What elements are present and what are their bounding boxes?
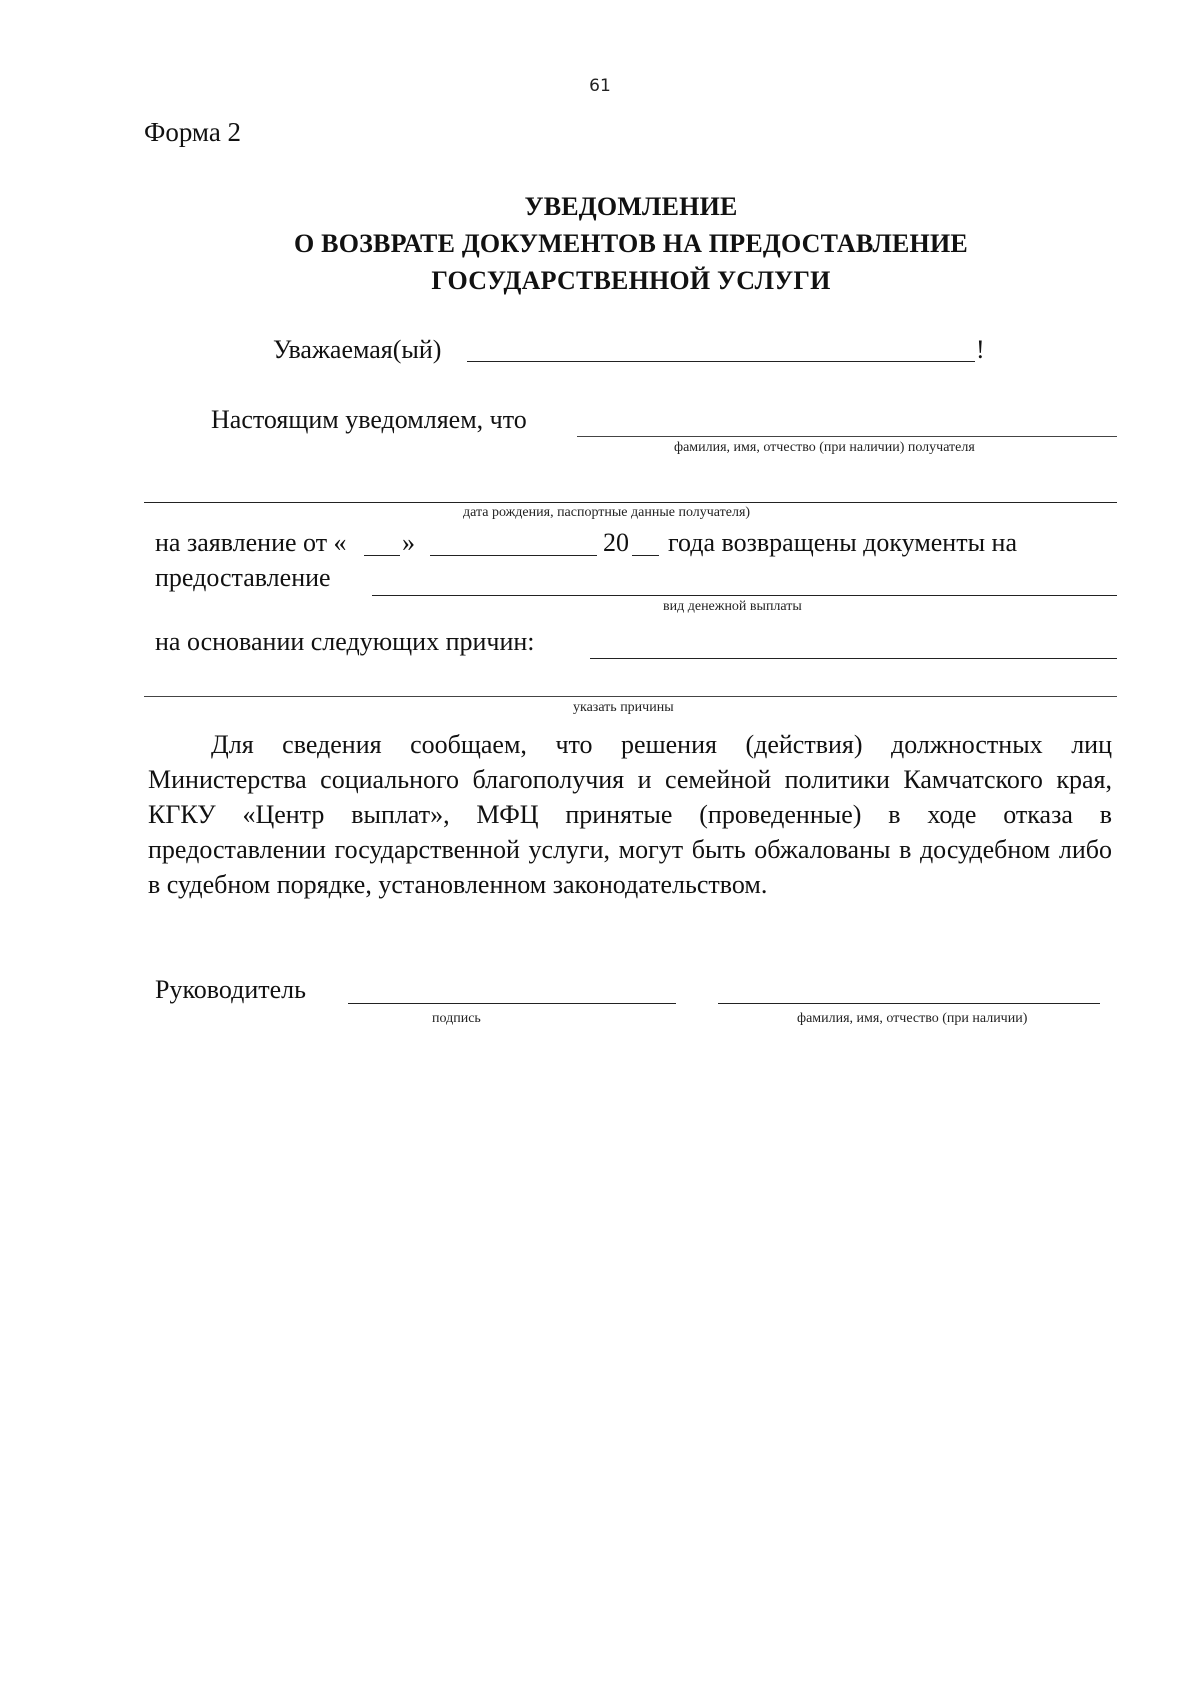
- signer-name-field-line[interactable]: [718, 1003, 1100, 1004]
- signature-label: Руководитель: [155, 975, 306, 1004]
- recipient-name-caption: фамилия, имя, отчество (при наличии) получателя: [674, 440, 975, 455]
- birth-passport-field-line[interactable]: [144, 502, 1117, 503]
- title-line-2: О ВОЗВРАТЕ ДОКУМЕНТОВ НА ПРЕДОСТАВЛЕНИЕ: [294, 229, 968, 258]
- provision-label: предоставление: [155, 563, 331, 592]
- title-line-3: ГОСУДАРСТВЕННОЙ УСЛУГИ: [431, 266, 831, 295]
- greeting-label: Уважаемая(ый): [273, 335, 442, 364]
- greeting-exclamation: !: [976, 335, 985, 364]
- reasons-field-line-2[interactable]: [144, 696, 1117, 697]
- application-year-prefix: 20: [603, 528, 629, 557]
- birth-passport-caption: дата рождения, паспортные данные получателя): [463, 505, 751, 520]
- document-title: [0, 188, 1200, 299]
- signature-field-line[interactable]: [348, 1003, 676, 1004]
- recipient-name-field-line[interactable]: [577, 436, 1117, 437]
- page-number: 61: [589, 76, 611, 96]
- payment-type-field-line[interactable]: [372, 595, 1117, 596]
- application-suffix: года возвращены документы на: [668, 528, 1018, 557]
- application-month-field-line[interactable]: [430, 555, 597, 556]
- title-line-1: УВЕДОМЛЕНИЕ: [524, 192, 738, 221]
- signature-caption: подпись: [432, 1011, 481, 1026]
- addressee-field-line[interactable]: [467, 361, 975, 362]
- notify-label: Настоящим уведомляем, что: [211, 405, 527, 434]
- reasons-caption: указать причины: [573, 700, 674, 715]
- reasons-label: на основании следующих причин:: [155, 627, 535, 656]
- reasons-field-line-1[interactable]: [590, 658, 1117, 659]
- application-year-field-line[interactable]: [632, 555, 659, 556]
- application-quote-close: »: [402, 528, 415, 557]
- application-prefix: на заявление от «: [155, 528, 347, 557]
- signer-name-caption: фамилия, имя, отчество (при наличии): [797, 1011, 1028, 1026]
- application-day-field-line[interactable]: [364, 555, 400, 556]
- form-label: Форма 2: [144, 117, 242, 147]
- payment-type-caption: вид денежной выплаты: [663, 599, 802, 614]
- notice-paragraph: Для сведения сообщаем, что решения (действия) должностных лиц Министерства социального благополучия и семейной политики Камчатского края, КГКУ «Центр выплат», МФЦ принятые (проведенные) в ходе отказа в предоставлении государственной услуги, могут быть обжалованы в досудебном либо в судебном порядке, установленном законодательством.: [148, 730, 1112, 899]
